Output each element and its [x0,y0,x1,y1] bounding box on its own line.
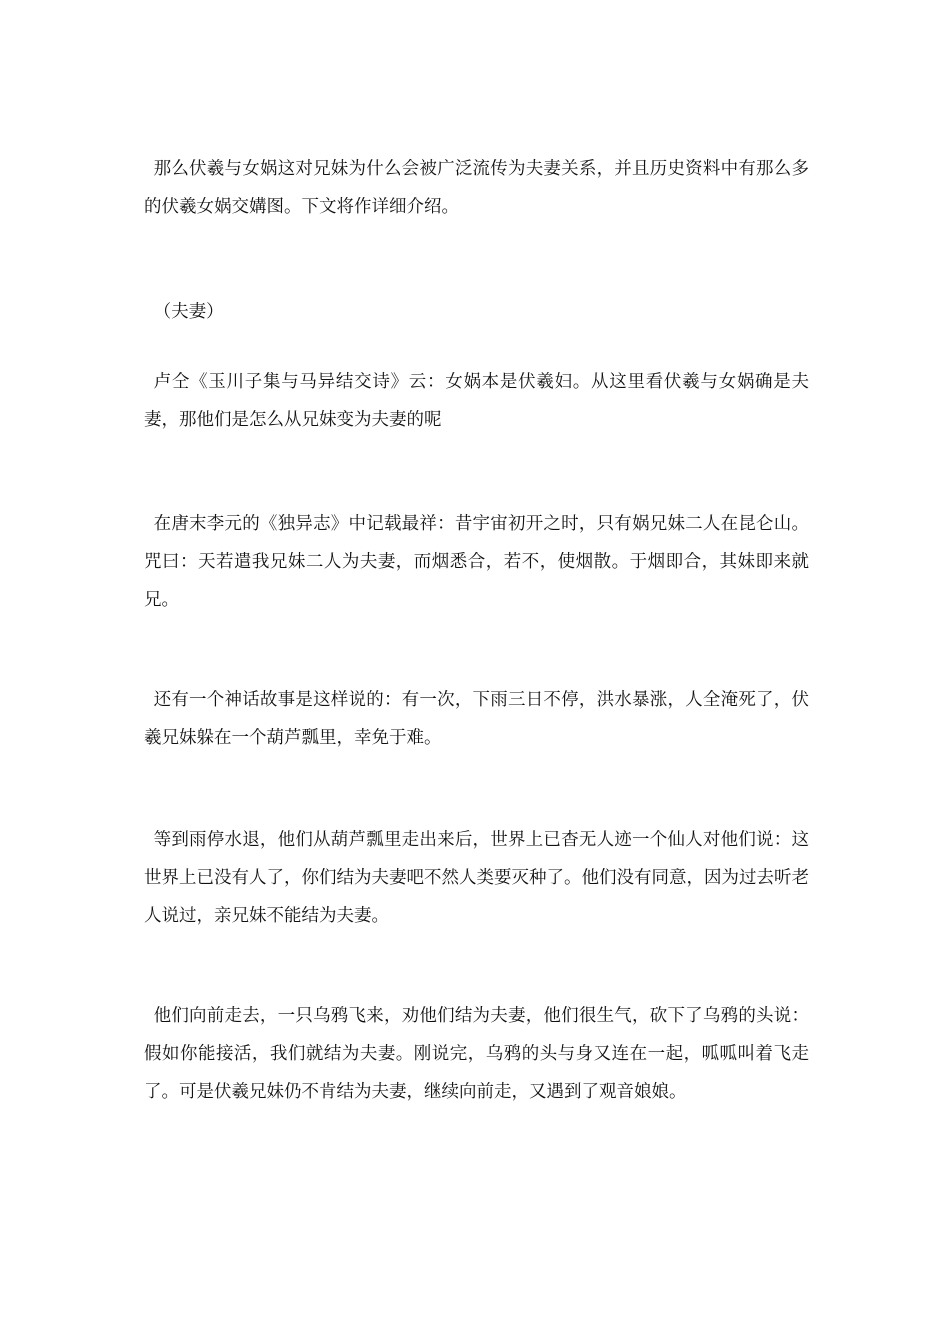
paragraph-duyi-zhi: 在唐末李元的《独异志》中记载最祥：昔宇宙初开之时，只有娲兄妹二人在昆仑山。咒曰：天若遣我兄妹二人为夫妻，而烟悉合，若不，使烟散。于烟即合，其妹即来就兄。 [144,514,809,610]
paragraph-immortal-advice: 等到雨停水退，他们从葫芦瓢里走出来后，世界上已杳无人迹一个仙人对他们说：这世界上已没有人了，你们结为夫妻吧不然人类要灭种了。他们没有同意，因为过去听老人说过，亲兄妹不能结为夫妻。 [144,830,809,926]
section-heading-husband-wife: （夫妻） [153,302,224,322]
paragraph-crow-story: 他们向前走去，一只乌鸦飞来，劝他们结为夫妻，他们很生气，砍下了乌鸦的头说：假如你能接活，我们就结为夫妻。刚说完，乌鸦的头与身又连在一起，呱呱叫着飞走了。可是伏羲兄妹仍不肯结为夫妻，继续向前走，又遇到了观音娘娘。 [144,1006,809,1102]
paragraph-flood-myth: 还有一个神话故事是这样说的：有一次，下雨三日不停，洪水暴涨，人全淹死了，伏羲兄妹躲在一个葫芦瓢里，幸免于难。 [144,690,809,748]
paragraph-lu-tong-poem: 卢仝《玉川子集与马异结交诗》云：女娲本是伏羲妇。从这里看伏羲与女娲确是夫妻，那他们是怎么从兄妹变为夫妻的呢 [144,372,809,430]
paragraph-intro: 那么伏羲与女娲这对兄妹为什么会被广泛流传为夫妻关系，并且历史资料中有那么多的伏羲女娲交媾图。下文将作详细介绍。 [144,159,809,217]
